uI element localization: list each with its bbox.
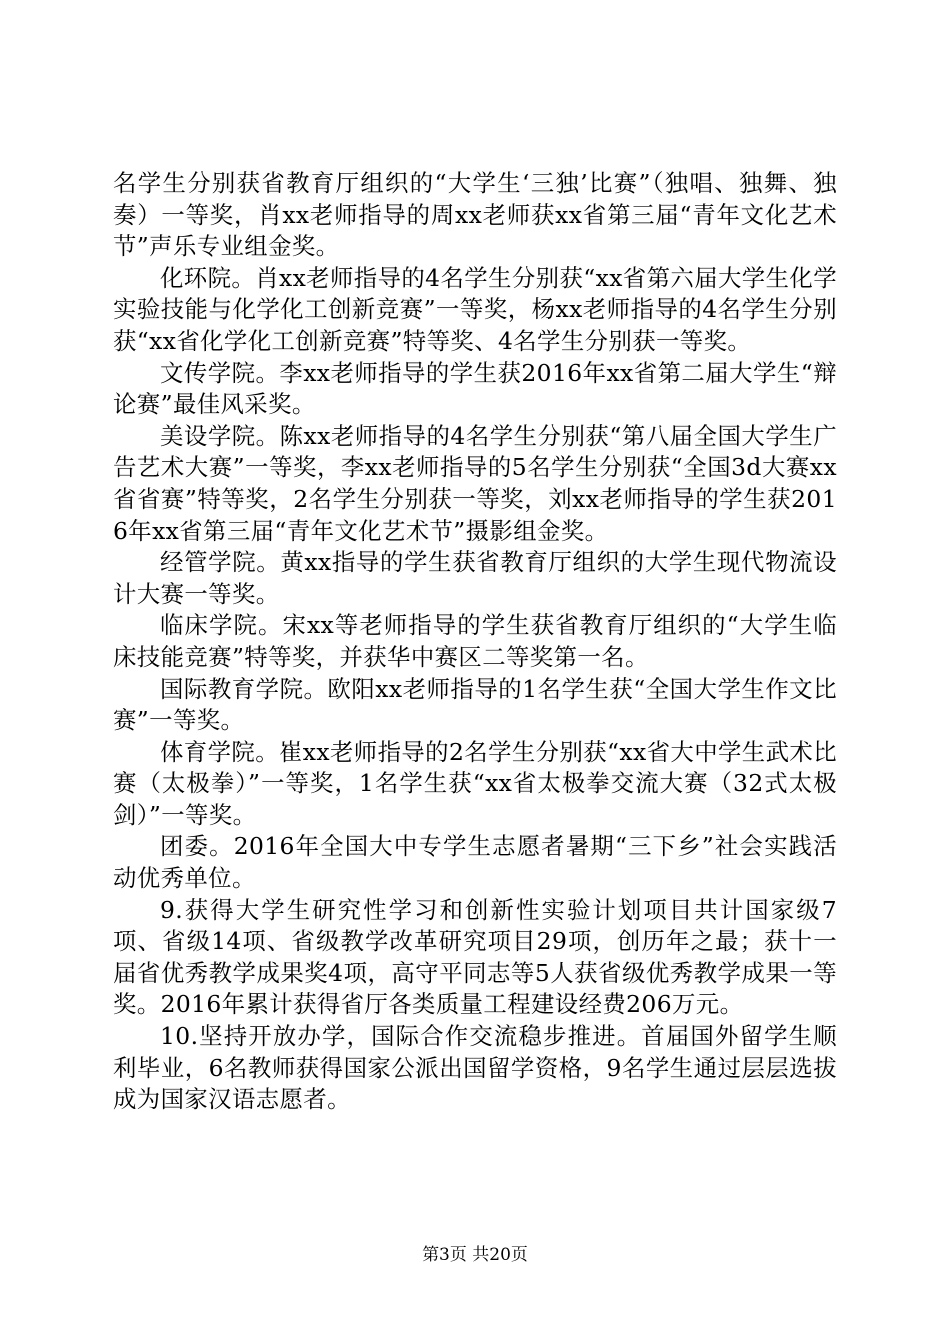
- paragraph-guoji: 国际教育学院。欧阳xx老师指导的1名学生获“全国大学生作文比赛”一等奖。: [113, 674, 837, 735]
- paragraph-wenchuan: 文传学院。李xx老师指导的学生获2016年xx省第二届大学生“辩论赛”最佳风采奖。: [113, 358, 837, 419]
- paragraph-huanyuan: 化环院。肖xx老师指导的4名学生分别获“xx省第六届大学生化学实验技能与化学化工创新竞赛”一等奖，杨xx老师指导的4名学生分别获“xx省化学化工创新竞赛”特等奖、4名学生分别获一等奖。: [113, 263, 837, 355]
- paragraph-jingguan: 经管学院。黄xx指导的学生获省教育厅组织的大学生现代物流设计大赛一等奖。: [113, 548, 837, 608]
- paragraph-item-10: 10.坚持开放办学，国际合作交流稳步推进。首届国外留学生顺利毕业，6名教师获得国家公派出国留学资格，9名学生通过层层选拔成为国家汉语志愿者。: [113, 1022, 837, 1114]
- paragraph-tiyu: 体育学院。崔xx老师指导的2名学生分别获“xx省大中学生武术比赛（太极拳）”一等奖，1名学生获“xx省太极拳交流大赛（32式太极剑）”一等奖。: [113, 737, 837, 829]
- document-body: [113, 168, 837, 1116]
- paragraph-tuanwei: 团委。2016年全国大中专学生志愿者暑期“三下乡”社会实践活动优秀单位。: [113, 832, 837, 893]
- paragraph-continuation: 名学生分别获省教育厅组织的“大学生‘三独’比赛”（独唱、独舞、独奏）一等奖，肖xx老师指导的周xx老师获xx省第三届“青年文化艺术节”声乐专业组金奖。: [113, 169, 837, 261]
- paragraph-item-9: 9.获得大学生研究性学习和创新性实验计划项目共计国家级7项、省级14项、省级教学改革研究项目29项，创历年之最；获十一届省优秀教学成果奖4项，高守平同志等5人获省级优秀教学成果一等奖。2016年累计获得省厅各类质量工程建设经费206万元。: [113, 895, 837, 1019]
- paragraph-linchuang: 临床学院。宋xx等老师指导的学生获省教育厅组织的“大学生临床技能竞赛”特等奖，并获华中赛区二等奖第一名。: [113, 611, 837, 671]
- paragraph-meishe: 美设学院。陈xx老师指导的4名学生分别获“第八届全国大学生广告艺术大赛”一等奖，李xx老师指导的5名学生分别获“全国3d大赛xx省省赛”特等奖，2名学生分别获一等奖，刘xx老师指导的学生获2016年xx省第三届“青年文化艺术节”摄影组金奖。: [113, 421, 837, 545]
- page-number-footer: 第3页 共20页: [422, 1245, 528, 1265]
